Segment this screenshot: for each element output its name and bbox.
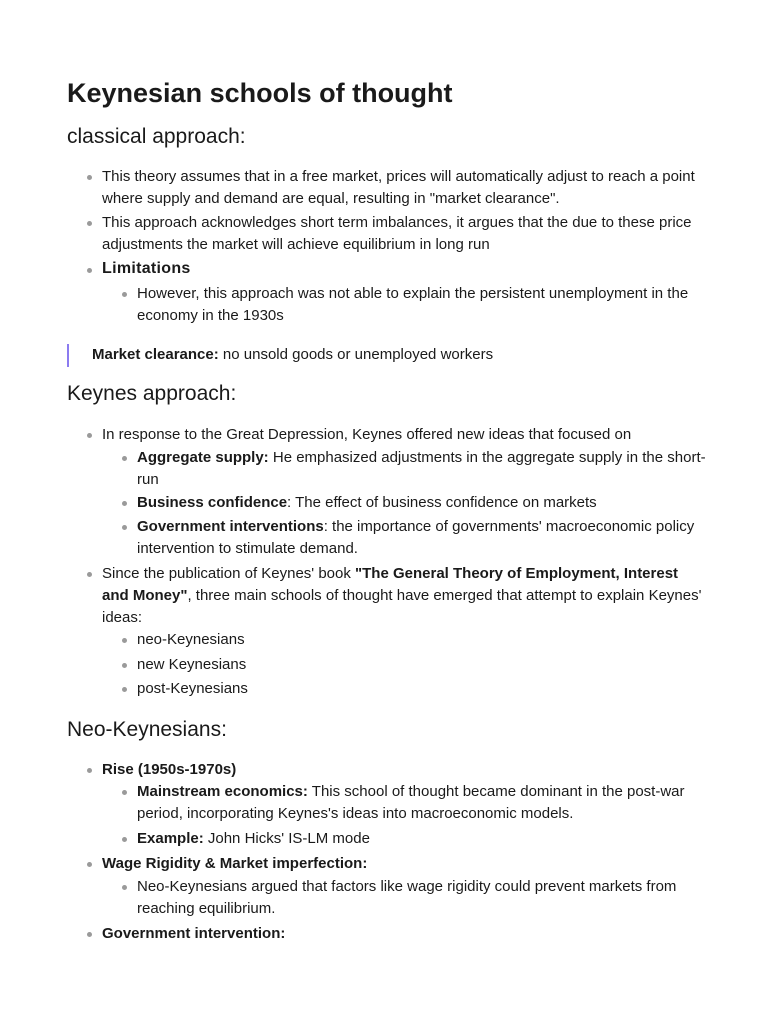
list-item <box>137 654 712 676</box>
list-item-text: John Hicks' IS-LM mode <box>203 830 370 847</box>
heading-classical-approach: classical approach: <box>67 125 246 148</box>
list-item-text: Since the publication of Keynes' book <box>102 565 356 582</box>
bullet-icon <box>122 837 127 842</box>
list-item-text: Wage Rigidity & Market imperfection: <box>102 855 368 872</box>
list-item <box>102 563 707 629</box>
bullet-icon <box>122 292 127 297</box>
list-item-text: He emphasized adjustments in the aggregate supply in the short-run <box>137 449 706 488</box>
list-item <box>102 759 712 781</box>
bullet-icon <box>122 525 127 530</box>
list-item-text: post-Keynesians <box>137 680 248 697</box>
bullet-icon <box>87 572 92 577</box>
list-item <box>137 876 712 920</box>
term: Example: <box>137 830 204 847</box>
bullet-icon <box>122 885 127 890</box>
list-item-text: Rise (1950s-1970s) <box>102 761 237 778</box>
heading-neo-keynesians: Neo-Keynesians: <box>67 718 227 741</box>
term: Market clearance: <box>92 346 219 363</box>
page-title: Keynesian schools of thought <box>67 78 453 108</box>
term: Mainstream economics: <box>137 783 308 800</box>
bullet-icon <box>87 862 92 867</box>
bullet-icon <box>122 663 127 668</box>
list-item <box>137 492 712 514</box>
heading-keynes-approach: Keynes approach: <box>67 382 237 405</box>
list-item <box>102 923 712 945</box>
limitations-label: Limitations <box>102 260 191 277</box>
list-item <box>102 424 712 446</box>
definition: no unsold goods or unemployed workers <box>218 346 494 363</box>
list-item <box>137 283 697 327</box>
bullet-icon <box>87 433 92 438</box>
list-item <box>137 447 712 491</box>
list-item-text: new Keynesians <box>137 656 247 673</box>
bullet-icon <box>87 932 92 937</box>
list-item-text: : the importance of governments' macroeconomic policy intervention to stimulate demand. <box>137 518 695 557</box>
list-item <box>102 258 712 280</box>
list-item-text: In response to the Great Depression, Keynes offered new ideas that focused on <box>102 426 632 443</box>
bullet-icon <box>122 456 127 461</box>
bullet-icon <box>122 790 127 795</box>
list-item-text: Government intervention: <box>102 925 286 942</box>
list-item <box>137 781 712 825</box>
list-item-text: This approach acknowledges short term imbalances, it argues that the due to these price adjustments the market will achieve equilibrium in long run <box>102 214 692 253</box>
book-title: "The General Theory of Employment, Interest and Money" <box>102 565 679 604</box>
list-item <box>137 629 712 651</box>
term: Business confidence <box>137 494 288 511</box>
bullet-icon <box>87 221 92 226</box>
list-item <box>137 678 712 700</box>
blockquote-bar <box>67 344 69 367</box>
list-item-text: neo-Keynesians <box>137 631 245 648</box>
list-item <box>102 853 712 875</box>
bullet-icon <box>122 501 127 506</box>
list-item-text: : The effect of business confidence on markets <box>287 494 597 511</box>
list-item-text: , three main schools of thought have emerged that attempt to explain Keynes' ideas: <box>102 587 702 626</box>
bullet-icon <box>87 768 92 773</box>
list-item <box>102 166 712 210</box>
list-item-text: This theory assumes that in a free market, prices will automatically adjust to reach a point where supply and demand are equal, resulting in "market clearance". <box>102 168 695 207</box>
blockquote <box>92 344 493 366</box>
bullet-icon <box>122 638 127 643</box>
list-item-text: However, this approach was not able to explain the persistent unemployment in the economy in the 1930s <box>137 285 689 324</box>
bullet-icon <box>122 687 127 692</box>
term: Government interventions <box>137 518 324 535</box>
bullet-icon <box>87 268 92 273</box>
list-item-text: Neo-Keynesians argued that factors like wage rigidity could prevent markets from reaching equilibrium. <box>137 878 677 917</box>
list-item-text: This school of thought became dominant in the post-war period, incorporating Keynes's ideas into macroeconomic models. <box>137 783 685 822</box>
list-item <box>102 212 712 256</box>
list-item <box>137 516 712 560</box>
list-item <box>137 828 712 850</box>
term: Aggregate supply: <box>137 449 269 466</box>
bullet-icon <box>87 175 92 180</box>
